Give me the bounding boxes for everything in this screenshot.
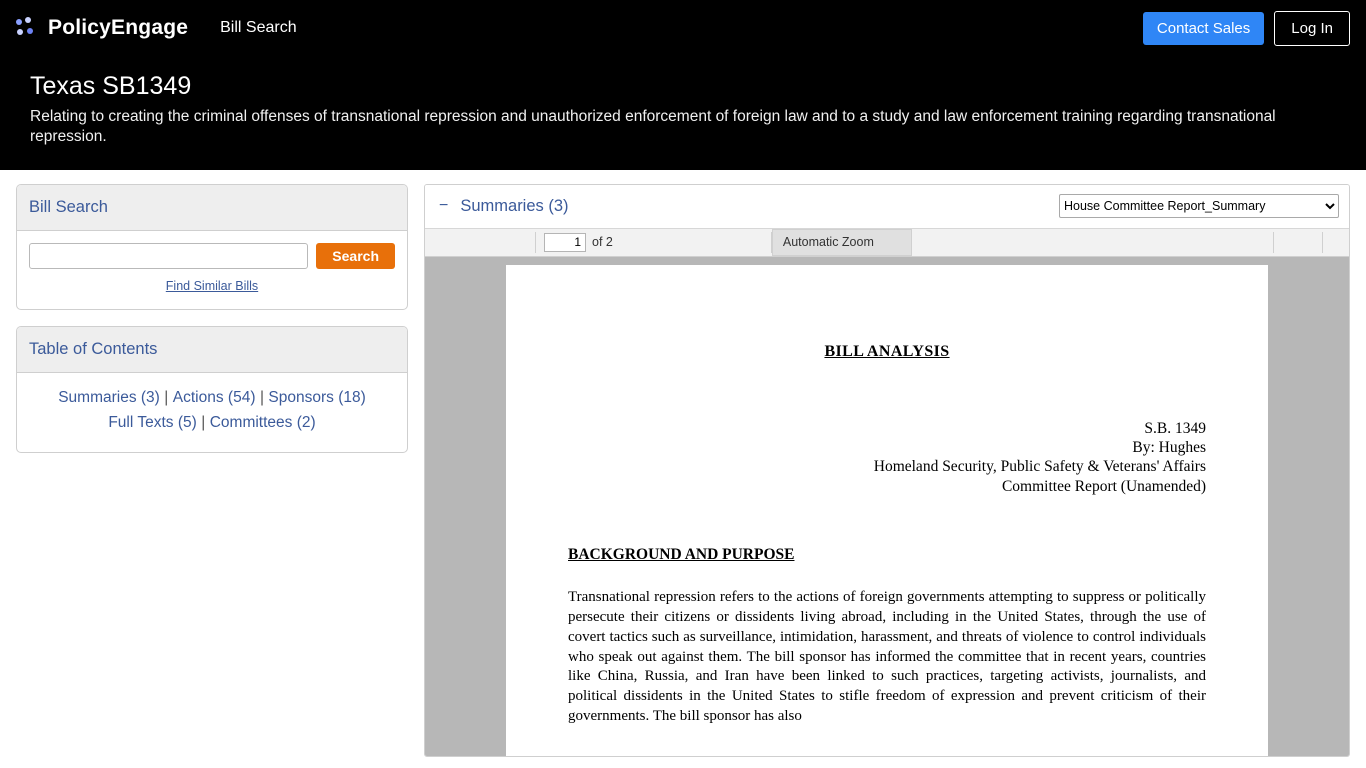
toc-link-full-texts[interactable]: Full Texts (5) <box>108 414 197 432</box>
document-heading: BILL ANALYSIS <box>824 342 950 360</box>
pdf-toolbar-nav-tools[interactable] <box>621 229 771 256</box>
bill-search-card <box>16 184 408 310</box>
brand-name: PolicyEngage <box>48 16 189 39</box>
pdf-toolbar-menu-button[interactable] <box>1323 229 1349 256</box>
nav-link-bill-search[interactable]: Bill Search <box>220 19 297 36</box>
zoom-level-label: Automatic Zoom <box>782 235 874 250</box>
search-input[interactable] <box>29 243 308 269</box>
sidebar <box>16 184 408 470</box>
doc-meta-author: By: Hughes <box>1132 439 1206 457</box>
toc-separator: | <box>259 388 264 406</box>
policyengage-logo-icon <box>16 17 38 39</box>
bill-search-card-body <box>17 231 407 309</box>
doc-meta-bill-number: S.B. 1349 <box>1144 419 1206 437</box>
log-in-button[interactable]: Log In <box>1274 11 1350 46</box>
find-similar-bills-link[interactable]: Find Similar Bills <box>165 278 259 293</box>
toc-separator: | <box>201 414 206 432</box>
toc-link-committees[interactable]: Committees (2) <box>209 414 316 432</box>
bill-search-card-title: Bill Search <box>17 185 407 231</box>
document-meta <box>568 419 1206 497</box>
pdf-toolbar-right-tools[interactable] <box>1274 229 1322 256</box>
doc-meta-report-type: Committee Report (Unamended) <box>1001 477 1206 495</box>
doc-meta-committee: Homeland Security, Public Safety & Veterans' Affairs <box>873 458 1206 476</box>
document-section-heading: BACKGROUND AND PURPOSE <box>568 546 795 564</box>
search-row <box>29 243 395 269</box>
page-number-group <box>536 229 621 256</box>
toc-link-sponsors[interactable]: Sponsors (18) <box>268 388 366 406</box>
bill-header <box>0 56 1366 170</box>
pdf-page-1 <box>506 265 1268 756</box>
main-content <box>0 170 1366 757</box>
document-body-paragraph: Transnational repression refers to the actions of foreign governments attempting to suppress or politically persecute their citizens or dissidents living abroad, including in the United States, through the use of covert tactics such as surveillance, intimidation, harassment, and threats of violence to control individuals who speak out against them. The bill sponsor has informed the committee that in recent years, countries like China, Russia, and Iran have been linked to such practices, targeting activists, journalists, and political dissidents in the United States to stifle freedom of expression and prevent criticism of their governments. The bill sponsor has also <box>568 589 1206 724</box>
toc-link-actions[interactable]: Actions (54) <box>172 388 256 406</box>
table-of-contents-body <box>17 373 407 453</box>
pdf-toolbar <box>425 229 1349 257</box>
page-total-label: of 2 <box>592 235 613 250</box>
bill-description: Relating to creating the criminal offenses of transnational repression and unauthorized enforcement of foreign law and to a study and law enforcement training regarding transnational repression. <box>30 108 1276 145</box>
top-navigation-bar <box>0 0 1366 56</box>
table-of-contents-card <box>16 326 408 454</box>
summaries-viewer-panel <box>424 184 1350 757</box>
viewer-header <box>425 185 1349 229</box>
pdf-scroll-area[interactable] <box>425 257 1349 756</box>
brand[interactable] <box>16 16 188 40</box>
pdf-toolbar-left-tools[interactable] <box>425 229 535 256</box>
page-title: Texas SB1349 <box>30 72 192 100</box>
viewer-title-summaries[interactable]: Summaries (3) <box>460 196 569 215</box>
zoom-level-select[interactable] <box>772 229 912 256</box>
search-button[interactable]: Search <box>316 243 395 269</box>
contact-sales-button[interactable]: Contact Sales <box>1143 12 1264 45</box>
collapse-minus-icon[interactable]: − <box>439 197 449 215</box>
document-select[interactable] <box>1059 194 1339 218</box>
nav-actions <box>1143 0 1350 56</box>
toc-link-summaries[interactable]: Summaries (3) <box>58 388 160 406</box>
toc-separator: | <box>164 388 169 406</box>
page-number-input[interactable] <box>544 233 586 252</box>
toolbar-spacer <box>912 229 1273 256</box>
table-of-contents-title: Table of Contents <box>17 327 407 373</box>
